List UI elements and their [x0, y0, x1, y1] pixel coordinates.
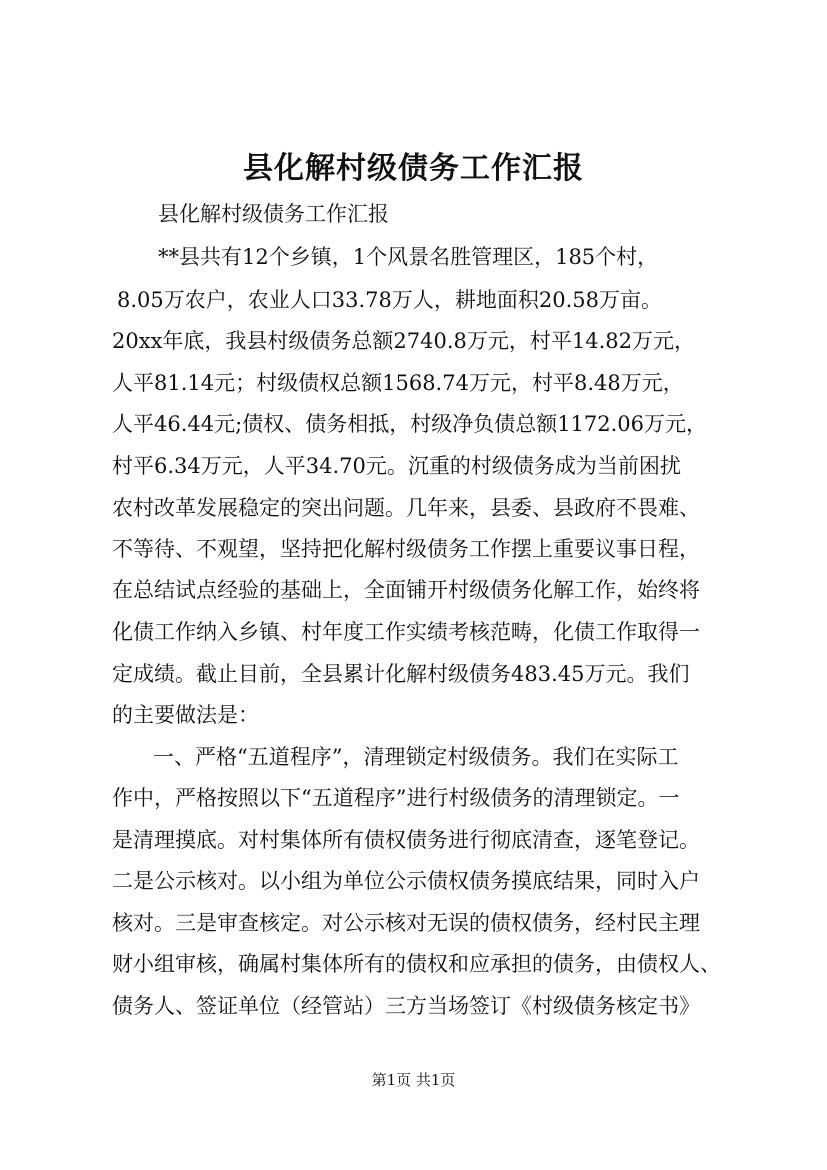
body-line: 作中，严格按照以下“五道程序”进行村级债务的清理锁定。一: [112, 786, 680, 810]
body-line: 20xx年底，我县村级债务总额2740.8万元，村平14.82万元，: [112, 329, 696, 353]
body-line: 一、严格“五道程序”，清理锁定村级债务。我们在实际工: [153, 745, 679, 769]
body-line: 二是公示核对。以小组为单位公示债权债务摸底结果，同时入户: [112, 869, 700, 893]
body-line: 人平46.44元;债权、债务相抵，村级净负债总额1172.06万元，: [112, 412, 708, 436]
body-line: 化债工作纳入乡镇、村年度工作实绩考核范畴，化债工作取得一: [112, 620, 700, 644]
body-line: 县化解村级债务工作汇报: [158, 202, 389, 226]
body-line: 定成绩。截止目前，全县累计化解村级债务483.45万元。我们: [112, 662, 690, 686]
body-line: 是清理摸底。对村集体所有债权债务进行彻底清查，逐笔登记。: [112, 828, 700, 852]
body-line: 核对。三是审查核定。对公示核对无误的债权债务，经村民主理: [112, 911, 700, 935]
body-line: 人平81.14元；村级债权总额1568.74万元，村平8.48万元，: [112, 371, 684, 395]
body-line: 的主要做法是：: [112, 703, 259, 727]
document-title: 县化解村级债务工作汇报: [243, 151, 584, 186]
body-line: **县共有12个乡镇，1个风景名胜管理区，185个村，: [158, 245, 659, 269]
body-line: 在总结试点经验的基础上，全面铺开村级债务化解工作，始终将: [112, 578, 700, 602]
body-line: 债务人、签证单位（经管站）三方当场签订《村级债务核定书》: [112, 994, 700, 1018]
page-footer: 第1页 共1页: [371, 1071, 456, 1089]
body-line: 不等待、不观望，坚持把化解村级债务工作摆上重要议事日程，: [112, 537, 700, 561]
body-line: 财小组审核，确属村集体所有的债权和应承担的债务，由债权人、: [112, 952, 721, 976]
body-line: 农村改革发展稳定的突出问题。几年来，县委、县政府不畏难、: [112, 496, 700, 520]
body-line: 8.05万农户，农业人口33.78万人，耕地面积20.58万亩。: [117, 288, 662, 312]
body-line: 村平6.34万元，人平34.70元。沉重的村级债务成为当前困扰: [112, 454, 681, 478]
